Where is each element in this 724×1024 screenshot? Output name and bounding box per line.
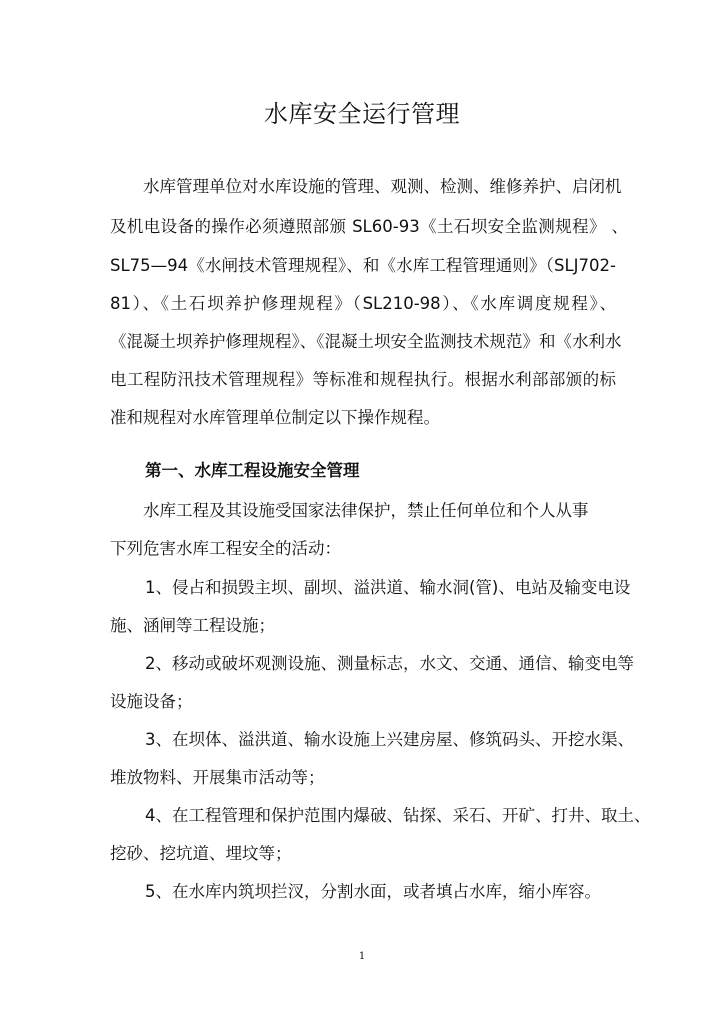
list-item-line: 4、在工程管理和保护范围内爆破、钻探、采石、开矿、打井、取土、 bbox=[145, 806, 651, 825]
document-title: 水库安全运行管理 bbox=[264, 100, 460, 128]
paragraph-line: 水库工程及其设施受国家法律保护，禁止任何单位和个人从事 bbox=[143, 501, 589, 520]
list-item-line: 5、在水库内筑坝拦汊，分割水面，或者填占水库，缩小库容。 bbox=[145, 882, 601, 901]
paragraph-line: 及机电设备的操作必须遵照部颁 SL60-93《土石坝安全监测规程》 、 bbox=[110, 217, 628, 236]
paragraph-line: 《混凝土坝养护修理规程》、《混凝土坝安全监测技术规范》和《水利水 bbox=[110, 332, 622, 351]
list-item-line: 堆放物料、开展集市活动等； bbox=[110, 768, 325, 787]
paragraph-line: 电工程防汛技术管理规程》等标准和规程执行。根据水利部部颁的标 bbox=[110, 370, 616, 389]
paragraph-line: 水库管理单位对水库设施的管理、观测、检测、维修养护、启闭机 bbox=[143, 177, 622, 196]
paragraph-line: SL75—94《水闸技术管理规程》、和《水库工程管理通则》（SLJ702- bbox=[110, 256, 616, 275]
list-item-line: 设施设备； bbox=[110, 692, 193, 711]
paragraph-line: 下列危害水库工程安全的活动： bbox=[110, 539, 341, 558]
page-number: 1 bbox=[358, 951, 366, 962]
paragraph-line: 81）、《土石坝养护修理规程》（SL210-98）、《水库调度规程》、 bbox=[110, 294, 616, 313]
list-item-line: 1、侵占和损毁主坝、副坝、溢洪道、输水洞(管)、电站及输变电设 bbox=[145, 578, 631, 597]
list-item-line: 2、移动或破坏观测设施、测量标志，水文、交通、通信、输变电等 bbox=[145, 654, 634, 673]
paragraph-line: 准和规程对水库管理单位制定以下操作规程。 bbox=[110, 408, 440, 427]
list-item-line: 挖砂、挖坑道、埋坟等； bbox=[110, 844, 292, 863]
list-item-line: 3、在坝体、溢洪道、输水设施上兴建房屋、修筑码头、开挖水渠、 bbox=[145, 730, 634, 749]
list-item-line: 施、涵闸等工程设施； bbox=[110, 616, 275, 635]
section-heading: 第一、水库工程设施安全管理 bbox=[145, 461, 360, 480]
